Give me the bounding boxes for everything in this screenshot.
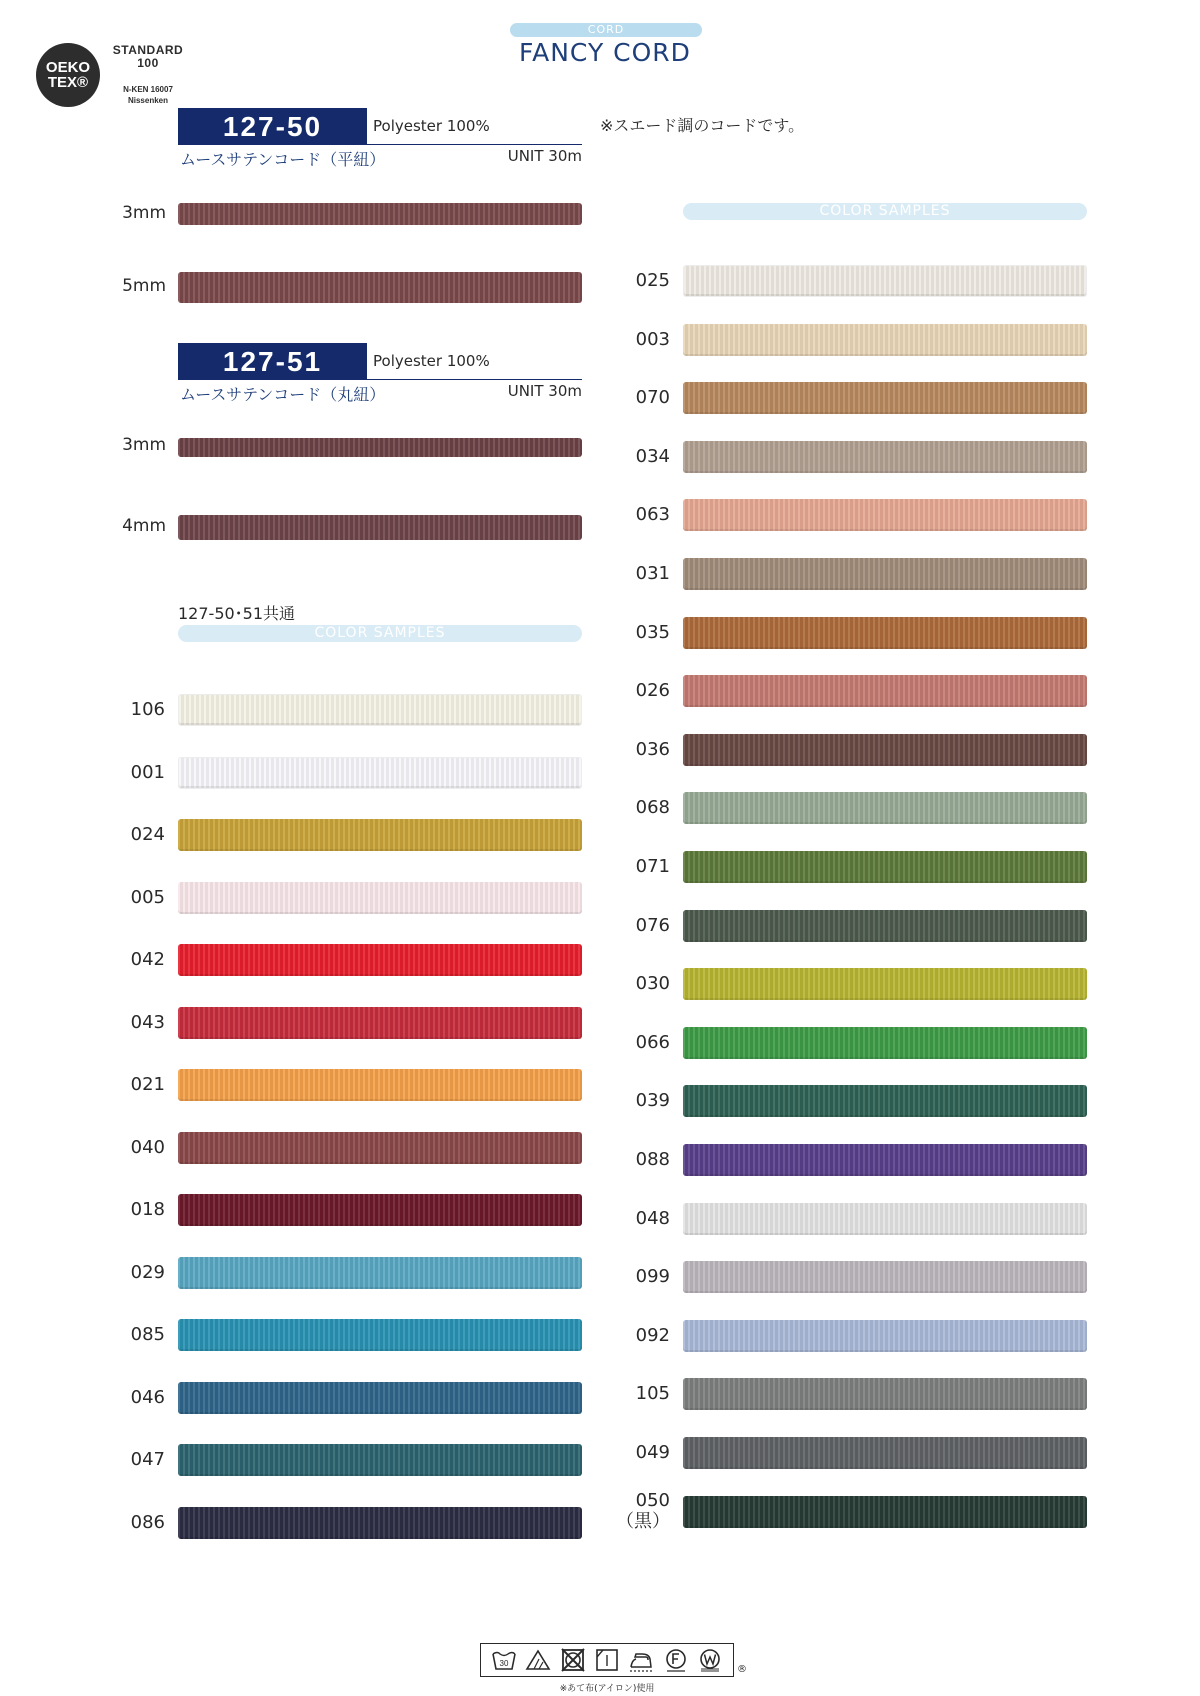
swatch-code-text: 001	[130, 761, 165, 783]
color-swatch	[178, 1132, 582, 1164]
color-swatch	[178, 944, 582, 976]
product-rule	[178, 144, 582, 145]
swatch-code-sub: （黒）	[616, 1510, 670, 1532]
swatch-code-text: 018	[130, 1199, 165, 1220]
swatch-code	[600, 1266, 670, 1287]
color-swatch	[683, 1261, 1087, 1293]
swatch-code	[600, 622, 670, 643]
swatch-code-text: 070	[635, 387, 670, 409]
swatch-code-text: 039	[635, 1090, 670, 1112]
color-swatch	[683, 1085, 1087, 1117]
oeko-logo-text: OEKO	[45, 59, 91, 76]
swatch-code	[95, 1449, 165, 1470]
color-swatch	[178, 1382, 582, 1414]
swatch-code	[600, 915, 670, 936]
wet-clean-w-icon	[697, 1648, 723, 1672]
no-tumble-dry-icon	[560, 1648, 586, 1672]
color-swatch	[178, 1007, 582, 1039]
wash-30-icon	[491, 1648, 517, 1672]
color-swatch	[683, 851, 1087, 883]
swatch-code	[600, 1090, 670, 1111]
size-label: 3mm	[122, 435, 166, 455]
size-swatch-bar	[178, 515, 582, 540]
oeko-standard	[108, 44, 188, 70]
color-swatch	[178, 819, 582, 851]
swatch-code-text: 042	[130, 949, 165, 970]
swatch-code	[600, 1490, 670, 1532]
swatch-code	[95, 1074, 165, 1095]
color-swatch	[683, 558, 1087, 590]
color-swatch	[683, 617, 1087, 649]
swatch-code	[95, 1512, 165, 1533]
color-swatch	[683, 499, 1087, 531]
color-swatch	[683, 382, 1087, 414]
swatch-code-text: 092	[635, 1324, 670, 1346]
color-swatch	[683, 1027, 1087, 1059]
color-swatch	[683, 792, 1087, 824]
color-swatch	[178, 1444, 582, 1476]
swatch-code	[600, 563, 670, 584]
swatch-code	[600, 1208, 670, 1229]
cert-institute: Nissenken	[127, 96, 169, 105]
product-material: Polyester 100%	[373, 352, 490, 370]
swatch-code-text: 035	[635, 621, 670, 643]
size-swatch-bar	[178, 438, 582, 457]
standard-number: 100	[137, 56, 159, 70]
swatch-code	[95, 1012, 165, 1033]
size-label: 4mm	[122, 516, 166, 536]
swatch-code-text: 049	[635, 1442, 670, 1463]
size-label: 3mm	[122, 203, 166, 223]
size-swatch-bar	[178, 203, 582, 225]
swatch-code	[600, 856, 670, 877]
swatch-code-text: 085	[130, 1324, 165, 1345]
tex-logo-text: TEX®	[47, 74, 89, 91]
swatch-code	[600, 504, 670, 525]
dry-clean-f-icon	[663, 1648, 689, 1672]
swatch-code-text: 076	[635, 914, 670, 936]
color-swatch	[683, 675, 1087, 707]
product-material: Polyester 100%	[373, 117, 490, 135]
swatch-code-text: 021	[130, 1074, 165, 1095]
color-swatch	[178, 694, 582, 726]
swatch-code-text: 086	[130, 1511, 165, 1533]
swatch-code-text: 066	[635, 1031, 670, 1053]
wash-temp-label: 30	[499, 1659, 509, 1668]
swatch-code-text: 029	[130, 1261, 165, 1283]
color-swatch	[683, 324, 1087, 356]
color-swatch	[683, 265, 1087, 297]
swatch-code-text: 047	[130, 1449, 165, 1470]
color-swatch	[683, 1144, 1087, 1176]
swatch-code	[95, 1199, 165, 1220]
color-swatch	[683, 910, 1087, 942]
color-samples-pill: COLOR SAMPLES	[178, 625, 582, 642]
swatch-code	[95, 887, 165, 908]
swatch-code	[600, 1032, 670, 1053]
product-name: ムースサテンコード（丸紐）	[180, 385, 386, 404]
category-pill: CORD	[510, 23, 702, 37]
swatch-code-text: 005	[130, 886, 165, 908]
color-swatch	[178, 757, 582, 789]
swatch-code-text: 024	[130, 824, 165, 845]
swatch-code	[95, 762, 165, 783]
color-swatch	[683, 1437, 1087, 1469]
swatch-code-text: 043	[130, 1011, 165, 1033]
product-code-127-51: 127-51	[178, 343, 367, 379]
color-swatch	[178, 1319, 582, 1351]
swatch-code-text: 026	[635, 680, 670, 702]
swatch-code	[600, 387, 670, 408]
color-swatch	[178, 1257, 582, 1289]
color-swatch	[683, 1496, 1087, 1528]
swatch-code-text: 031	[635, 563, 670, 584]
color-swatch	[178, 1069, 582, 1101]
swatch-code-text: 068	[635, 797, 670, 819]
product-name: ムースサテンコード（平紐）	[180, 150, 386, 169]
swatch-code	[95, 1137, 165, 1158]
swatch-code-text: 050	[635, 1489, 670, 1511]
oeko-tex-logo	[36, 43, 100, 107]
swatch-code	[600, 680, 670, 701]
color-swatch	[683, 734, 1087, 766]
swatch-code-text: 025	[635, 270, 670, 291]
swatch-code-text: 063	[635, 504, 670, 526]
swatch-code-text: 048	[635, 1207, 670, 1229]
swatch-code-text: 030	[635, 973, 670, 995]
swatch-code-text: 046	[130, 1386, 165, 1408]
swatch-code-text: 105	[635, 1383, 670, 1405]
color-swatch	[178, 882, 582, 914]
bleach-triangle-icon	[525, 1648, 551, 1672]
swatch-code	[95, 824, 165, 845]
standard-label: STANDARD	[112, 43, 184, 57]
common-label: 127-50･51共通	[178, 604, 296, 623]
oeko-certificate	[110, 84, 186, 106]
swatch-code-text: 088	[635, 1149, 670, 1170]
product-code-127-50: 127-50	[178, 108, 367, 144]
color-swatch	[683, 1378, 1087, 1410]
swatch-code-text: 003	[635, 328, 670, 350]
swatch-code-text: 099	[635, 1266, 670, 1288]
swatch-code	[95, 1387, 165, 1408]
swatch-code	[600, 973, 670, 994]
suede-note: ※スエード調のコードです。	[600, 116, 805, 135]
drip-dry-shade-icon	[594, 1648, 620, 1672]
color-swatch	[683, 1203, 1087, 1235]
swatch-code-text: 106	[130, 699, 165, 720]
cert-number: N-KEN 16007	[123, 85, 173, 94]
swatch-code	[600, 739, 670, 760]
swatch-code-text: 036	[635, 738, 670, 760]
swatch-code	[600, 1442, 670, 1463]
iron-low-icon	[628, 1648, 654, 1672]
swatch-code	[600, 1149, 670, 1170]
product-rule	[178, 379, 582, 380]
swatch-code	[600, 329, 670, 350]
swatch-code-text: 034	[635, 445, 670, 467]
care-symbols	[480, 1643, 734, 1677]
color-swatch	[683, 968, 1087, 1000]
care-note: ※あて布(アイロン)使用	[559, 1684, 655, 1694]
swatch-code	[600, 270, 670, 291]
color-swatch	[178, 1507, 582, 1539]
size-swatch-bar	[178, 272, 582, 303]
color-swatch	[178, 1194, 582, 1226]
swatch-code	[600, 1325, 670, 1346]
swatch-code	[95, 949, 165, 970]
swatch-code-text: 071	[635, 856, 670, 877]
swatch-code	[95, 1324, 165, 1345]
swatch-code	[600, 1383, 670, 1404]
product-unit: UNIT 30m	[507, 382, 582, 400]
color-swatch	[683, 441, 1087, 473]
swatch-code	[95, 699, 165, 720]
swatch-code-text: 040	[130, 1136, 165, 1158]
swatch-code	[600, 446, 670, 467]
size-label: 5mm	[122, 276, 166, 296]
product-unit: UNIT 30m	[507, 147, 582, 165]
swatch-code	[95, 1262, 165, 1283]
color-samples-pill: COLOR SAMPLES	[683, 203, 1087, 220]
page-title: FANCY CORD	[519, 38, 691, 67]
color-swatch	[683, 1320, 1087, 1352]
registered-mark: ®	[737, 1664, 747, 1675]
swatch-code	[600, 797, 670, 818]
